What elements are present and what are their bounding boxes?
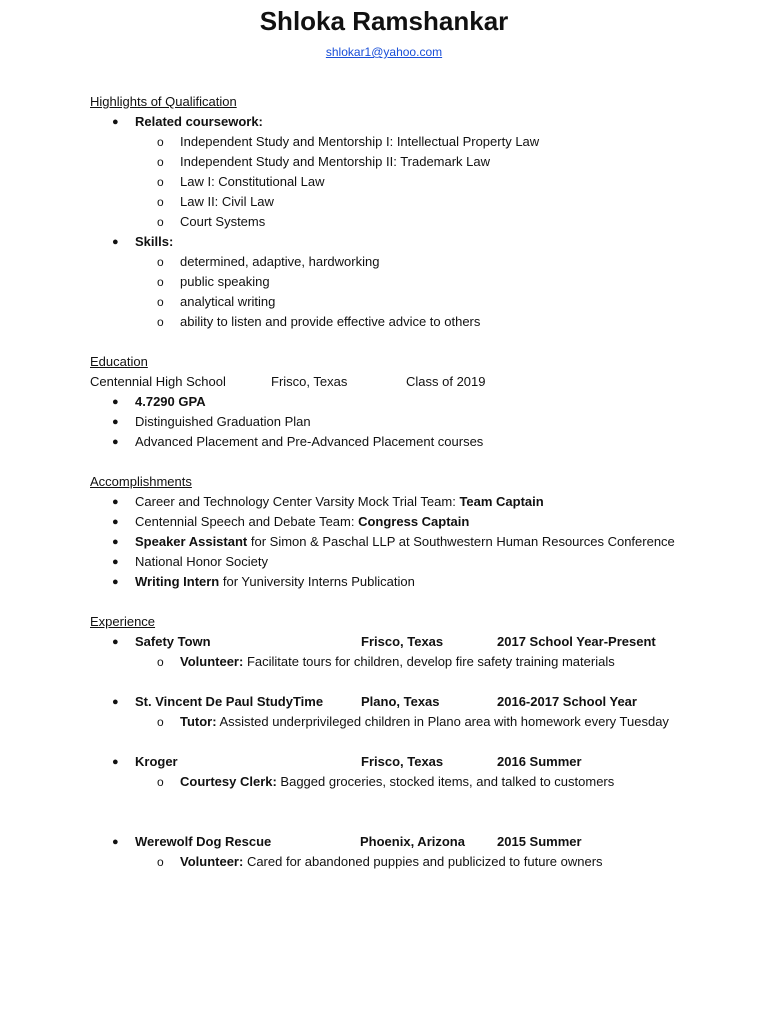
job-description: Cared for abandoned puppies and publicized to future owners [243,854,603,869]
bullet-icon: ● [112,836,119,848]
accomplishment-title: Writing Intern [135,574,220,589]
sub-bullet-icon: o [157,655,164,669]
job-role: Tutor: [180,714,217,729]
accomplishment-item [135,494,544,510]
section-heading-education: Education [90,354,148,369]
sub-bullet-icon: o [157,255,164,269]
accomplishment-item [135,534,675,550]
bullet-icon: ● [112,756,119,768]
bullet-icon: ● [112,236,119,248]
sub-bullet-icon: o [157,155,164,169]
job-description: Assisted underprivileged children in Plano area with homework every Tuesday [216,714,669,729]
job-description: Facilitate tours for children, develop fire safety training materials [243,654,615,669]
skill-item: ability to listen and provide effective advice to others [180,314,481,329]
accomplishment-text: for Simon & Paschal LLP at Southwestern Human Resources Conference [247,534,675,549]
accomplishment-title: Congress Captain [358,514,470,529]
coursework-label: Related coursework: [135,114,263,129]
accomplishment-title: Team Captain [459,494,544,509]
sub-bullet-icon: o [157,215,164,229]
sub-bullet-icon: o [157,775,164,789]
coursework-item: Independent Study and Mentorship I: Intellectual Property Law [180,134,540,149]
coursework-item: Law I: Constitutional Law [180,174,325,189]
bullet-icon: ● [112,416,119,428]
job-detail [180,774,614,790]
bullet-icon: ● [112,536,119,548]
accomplishment-text: Career and Technology Center Varsity Mock Trial Team: [135,494,460,509]
section-heading-accomplishments: Accomplishments [90,474,192,489]
job-detail [180,654,615,670]
accomplishment-text: Centennial Speech and Debate Team: [135,514,359,529]
job-detail [180,714,669,730]
skill-item: analytical writing [180,294,276,309]
bullet-icon: ● [112,496,119,508]
class-year: Class of 2019 [406,374,486,389]
accomplishment-item [135,554,268,570]
sub-bullet-icon: o [157,135,164,149]
sub-bullet-icon: o [157,715,164,729]
accomplishment-item [135,514,469,530]
coursework-item: Independent Study and Mentorship II: Trademark Law [180,154,491,169]
section-heading-experience: Experience [90,614,156,629]
job-location: Phoenix, Arizona [360,834,465,849]
bullet-icon: ● [112,556,119,568]
job-role: Volunteer: [180,654,244,669]
job-location: Plano, Texas [361,694,440,709]
coursework-item: Court Systems [180,214,266,229]
accomplishment-text: for Yuniversity Interns Publication [219,574,415,589]
job-role: Courtesy Clerk: [180,774,277,789]
accomplishment-item [135,574,415,590]
school-name: Centennial High School [90,374,226,389]
job-org: Safety Town [135,634,211,649]
resume-name: Shloka Ramshankar [259,6,509,36]
bullet-icon: ● [112,436,119,448]
coursework-item: Law II: Civil Law [180,194,274,209]
sub-bullet-icon: o [157,855,164,869]
job-date: 2017 School Year-Present [497,634,656,649]
section-heading-highlights: Highlights of Qualification [90,94,237,109]
sub-bullet-icon: o [157,315,164,329]
sub-bullet-icon: o [157,275,164,289]
sub-bullet-icon: o [157,295,164,309]
school-location: Frisco, Texas [271,374,348,389]
job-description: Bagged groceries, stocked items, and talked to customers [276,774,615,789]
bullet-icon: ● [112,116,119,128]
sub-bullet-icon: o [157,175,164,189]
education-item: Advanced Placement and Pre-Advanced Placement courses [135,434,484,449]
accomplishment-text: National Honor Society [135,554,268,569]
bullet-icon: ● [112,516,119,528]
skill-item: determined, adaptive, hardworking [180,254,380,269]
job-location: Frisco, Texas [361,634,444,649]
job-date: 2015 Summer [497,834,582,849]
bullet-icon: ● [112,636,119,648]
skills-label: Skills: [135,234,174,249]
job-detail [180,854,603,870]
sub-bullet-icon: o [157,195,164,209]
job-role: Volunteer: [180,854,244,869]
skill-item: public speaking [180,274,270,289]
job-org: St. Vincent De Paul StudyTime [135,694,324,709]
gpa: 4.7290 GPA [135,394,206,409]
job-date: 2016-2017 School Year [497,694,637,709]
job-date: 2016 Summer [497,754,582,769]
job-location: Frisco, Texas [361,754,444,769]
job-org: Werewolf Dog Rescue [135,834,272,849]
bullet-icon: ● [112,576,119,588]
job-org: Kroger [135,754,178,769]
bullet-icon: ● [112,396,119,408]
accomplishment-title: Speaker Assistant [135,534,248,549]
education-item: Distinguished Graduation Plan [135,414,311,429]
bullet-icon: ● [112,696,119,708]
email-link[interactable]: shlokar1@yahoo.com [325,45,443,59]
